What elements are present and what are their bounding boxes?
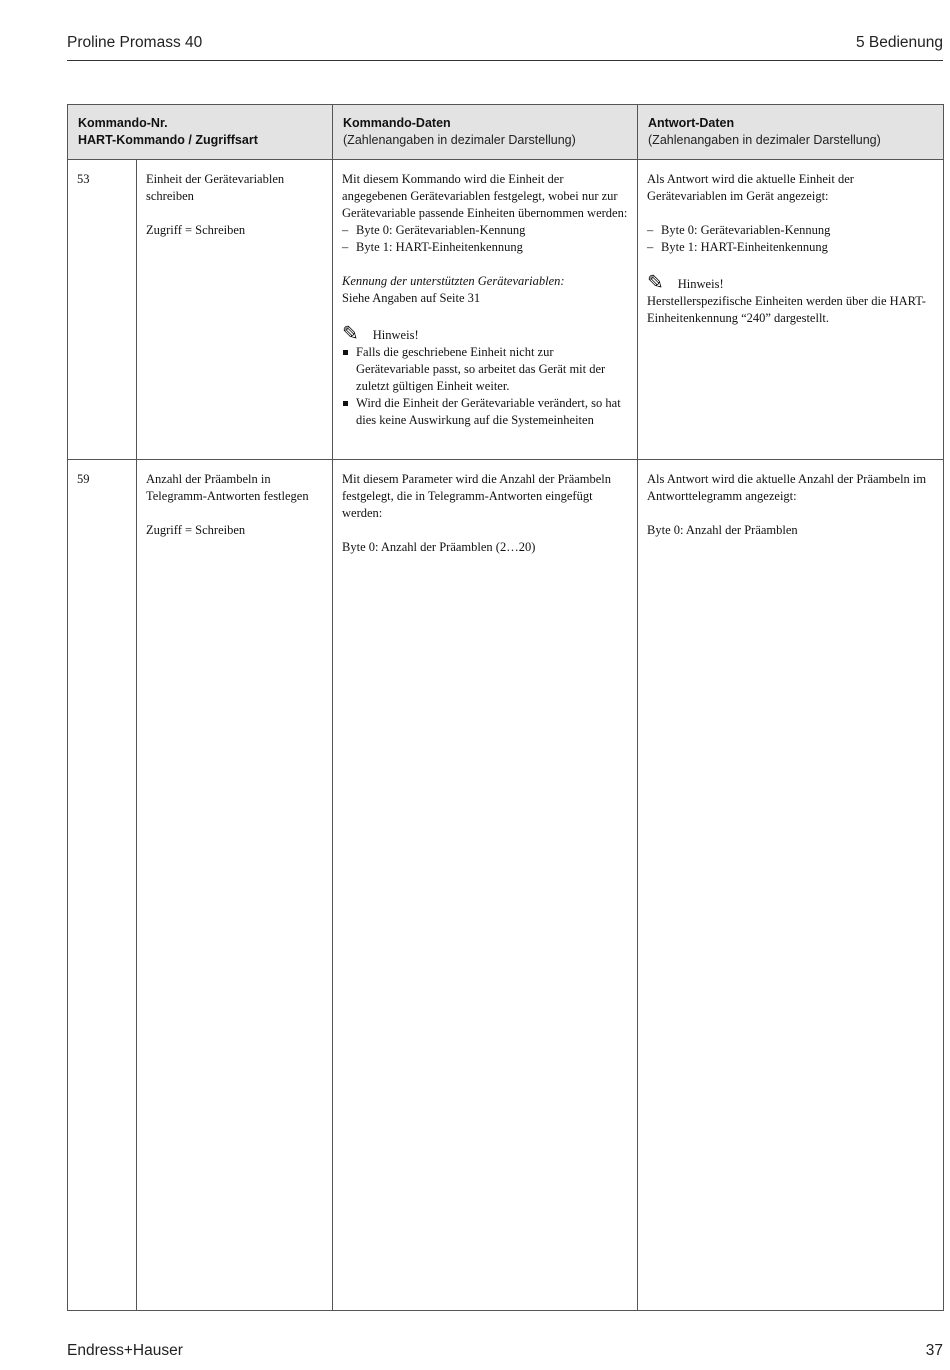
command-name-cell [137,460,333,1311]
hint-label: Hinweis! [677,277,724,291]
command-name: Anzahl der Präambeln in Telegramm-Antworten festlegen [146,472,309,503]
command-intro: Mit diesem Kommando wird die Einheit der angegebenen Gerätevariablen festgelegt, wobei nur zur Gerätevariable passende Einheiten übernommen werden: [342,172,628,220]
page-footer [67,1340,943,1364]
header-response-data [638,105,944,160]
response-byte-list [647,222,934,256]
command-access: Zugriff = Schreiben [146,523,246,537]
kennung-label: Kennung der unterstützten Gerätevariablen: [342,274,565,288]
response-byte: Byte 0: Anzahl der Präamblen [647,523,798,537]
hint-bullet-list [342,344,628,429]
table-header-row [68,105,944,160]
command-data-cell [333,160,638,460]
list-item: Falls die geschriebene Einheit nicht zur Gerätevariable passt, so arbeitet das Gerät mit der zuletzt gültigen Einheit weiter. [342,344,628,395]
response-data-cell [638,160,944,460]
list-item: – Byte 1: HART-Einheitenkennung [647,239,934,256]
list-item: – Byte 0: Gerätevariablen-Kennung [647,222,934,239]
hint-heading [342,324,628,344]
command-access: Zugriff = Schreiben [146,223,246,237]
hint-heading [647,273,934,293]
document-title: Proline Promass 40 [67,34,203,51]
header-response-data-title: Antwort-Daten [648,116,735,130]
command-intro: Mit diesem Parameter wird die Anzahl der Präambeln festgelegt, die in Telegramm-Antworten eingefügt werden: [342,472,612,520]
header-command-data-sub: (Zahlenangaben in dezimaler Darstellung) [343,133,576,147]
command-name-cell [137,160,333,460]
table-row [68,460,944,1311]
hint-text: Herstellerspezifische Einheiten werden über die HART-Einheitenkennung “240” dargestellt. [647,294,926,325]
response-data-cell [638,460,944,1311]
chapter-title: 5 Bedienung [855,34,943,51]
command-data-cell [333,460,638,1311]
list-item: Wird die Einheit der Gerätevariable verändert, so hat dies keine Auswirkung auf die Systemeinheiten [342,395,628,429]
hint-label: Hinweis! [372,328,419,342]
header-command-data [333,105,638,160]
page-number: 37 [925,1342,943,1359]
hart-command-table [67,104,944,1311]
company-name: Endress+Hauser [67,1342,183,1359]
pencil-icon: ✎ [342,323,359,345]
response-intro: Als Antwort wird die aktuelle Anzahl der Präambeln im Antworttelegramm angezeigt: [647,472,927,503]
header-response-data-sub: (Zahlenangaben in dezimaler Darstellung) [648,133,881,147]
list-item: – Byte 1: HART-Einheitenkennung [342,239,628,256]
command-number: 59 [68,460,137,1311]
response-intro: Als Antwort wird die aktuelle Einheit der Gerätevariablen im Gerät angezeigt: [647,172,854,203]
table-row [68,160,944,460]
page-header [67,28,943,61]
header-command-number [68,105,333,160]
command-byte: Byte 0: Anzahl der Präamblen (2…20) [342,540,536,554]
command-name: Einheit der Gerätevariablen schreiben [146,172,285,203]
header-command-access-title: HART-Kommando / Zugriffsart [78,133,258,147]
command-byte-list [342,222,628,256]
list-item: – Byte 0: Gerätevariablen-Kennung [342,222,628,239]
header-command-data-title: Kommando-Daten [343,116,451,130]
command-number: 53 [68,160,137,460]
header-command-number-title: Kommando-Nr. [78,116,168,130]
pencil-icon: ✎ [647,272,664,294]
kennung-reference: Siehe Angaben auf Seite 31 [342,291,481,305]
